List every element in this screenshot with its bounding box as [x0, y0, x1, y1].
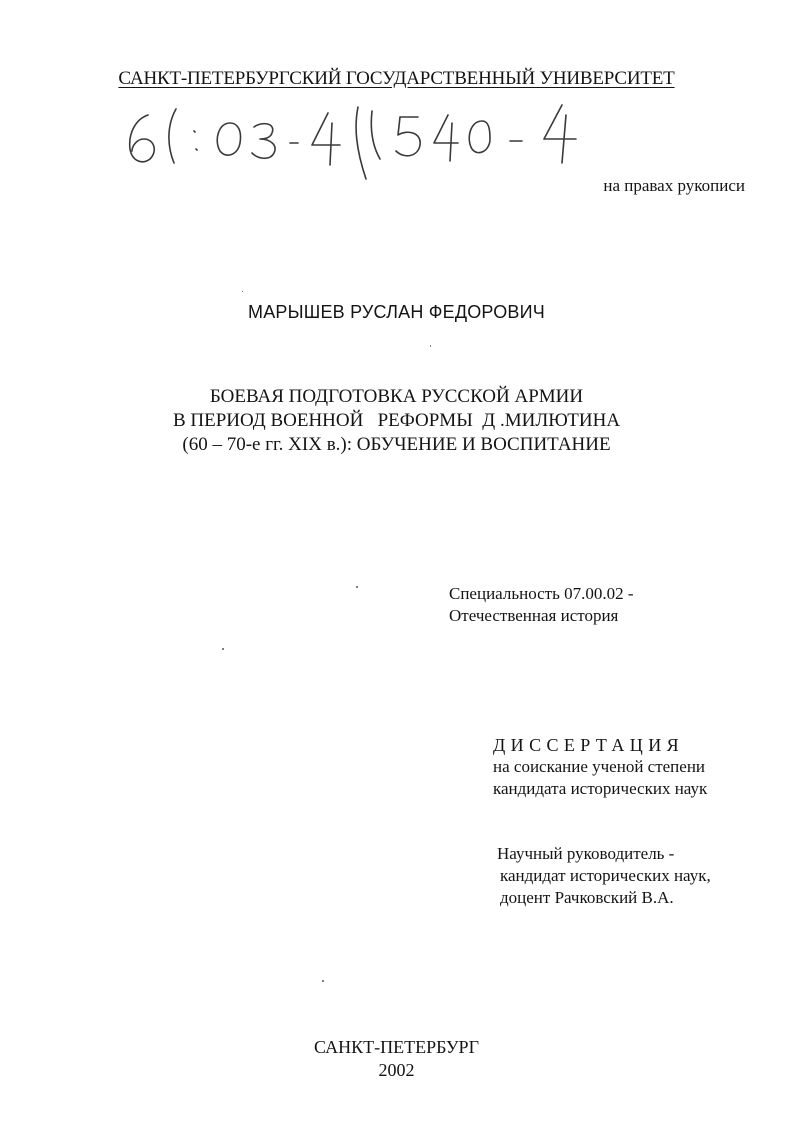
supervisor-degree: кандидат исторических наук, [500, 866, 711, 885]
dissertation-heading: ДИССЕРТАЦИЯ [493, 735, 685, 755]
speciality-block [449, 583, 634, 627]
scan-speck [242, 291, 243, 292]
scan-speck [430, 345, 431, 347]
title-line-3: (60 – 70-е гг. XIX в.): ОБУЧЕНИЕ И ВОСПИТАНИЕ [182, 434, 611, 455]
speciality-name: Отечественная история [449, 606, 619, 625]
city-year-block [0, 1036, 793, 1082]
supervisor-name: доцент Рачковский В.А. [500, 888, 674, 907]
handwritten-archive-mark [118, 93, 598, 183]
scan-speck [222, 648, 224, 650]
title-line-1: БОЕВАЯ ПОДГОТОВКА РУССКОЙ АРМИИ [209, 386, 584, 407]
scan-speck [356, 586, 358, 588]
year: 2002 [378, 1060, 415, 1080]
title-line-2: В ПЕРИОД ВОЕННОЙ РЕФОРМЫ Д .МИЛЮТИНА [172, 410, 621, 431]
city: САНКТ-ПЕТЕРБУРГ [314, 1037, 479, 1057]
dissertation-title [0, 385, 793, 457]
manuscript-note: на правах рукописи [603, 176, 745, 195]
author-name: МАРЫШЕВ РУСЛАН ФЕДОРОВИЧ [248, 302, 545, 322]
dissertation-degree-line: на соискание ученой степени [493, 757, 706, 776]
supervisor-label: Научный руководитель - [497, 844, 675, 863]
supervisor-block [497, 843, 711, 909]
dissertation-block [493, 734, 707, 800]
speciality-code: Специальность 07.00.02 - [449, 584, 634, 603]
scan-speck [322, 980, 324, 982]
dissertation-field-line: кандидата исторических наук [493, 779, 708, 798]
university-name: САНКТ-ПЕТЕРБУРГСКИЙ ГОСУДАРСТВЕННЫЙ УНИВЕРСИТЕТ [118, 68, 675, 89]
